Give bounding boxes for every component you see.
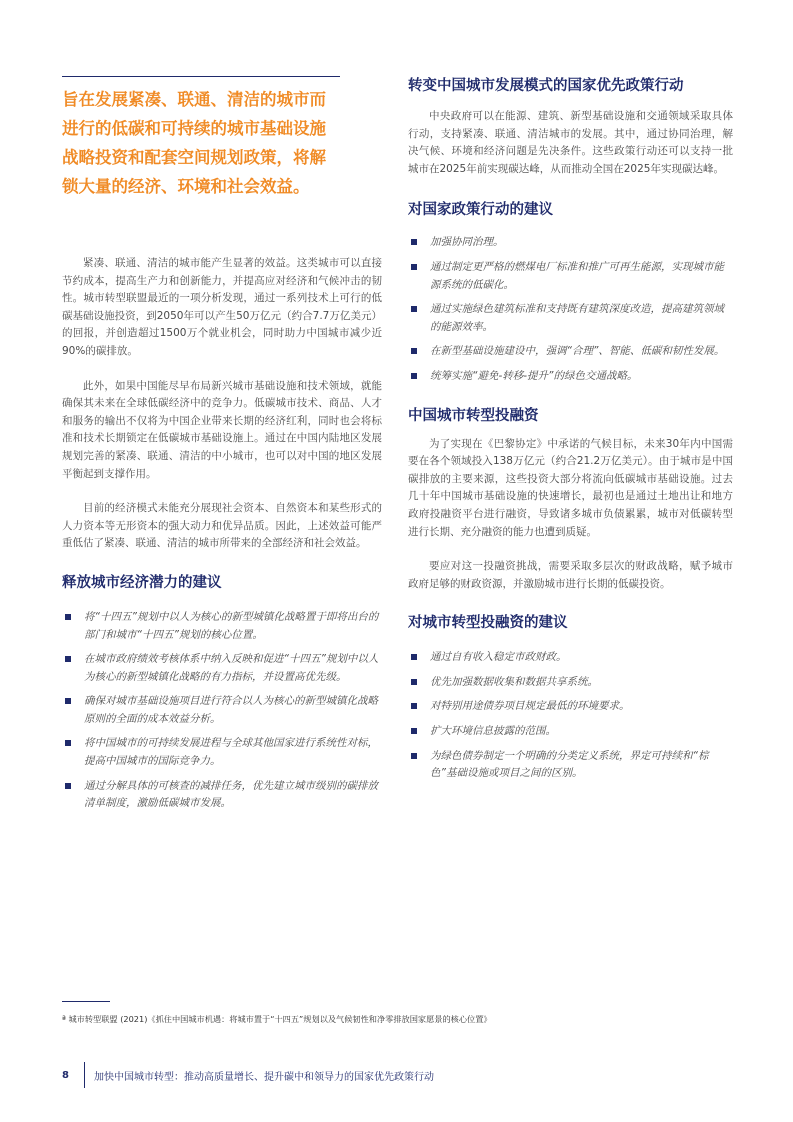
body-paragraph: 为了实现在《巴黎协定》中承诺的气候目标，未来30年内中国需要在各个领域投入138万亿元（约合21.2万亿美元）。由于城市是中国碳排放的主要来源，这些投资大部分将流向低碳城市基础设施。过去几十年中国城市基础设施的快速增长，最初也是通过土地出让和地方政府投融资平台进行融资，导致诸多城市负债累累，城市对低碳转型进行长期、充分融资的能力也遭到质疑。 [408, 437, 733, 538]
section-heading-finance: 中国城市转型投融资 [408, 407, 539, 424]
footer-title: 加快中国城市转型：推动高质量增长、提升碳中和领导力的国家优先政策行动 [94, 1071, 434, 1083]
pull-quote: 旨在发展紧凑、联通、清洁的城市而进行的低碳和可持续的城市基础设施战略投资和配套空间规划政策，将解锁大量的经济、环境和社会效益。 [62, 90, 326, 196]
list-item: 通过制定更严格的燃煤电厂标准和推广可再生能源，实现城市能源系统的低碳化。 [408, 259, 733, 294]
bullet-icon [411, 703, 417, 709]
list-item: 对特别用途债券项目规定最低的环境要求。 [408, 698, 733, 716]
bullet-icon [65, 698, 71, 704]
bullet-icon [65, 740, 71, 746]
section-heading-mode: 转变中国城市发展模式的国家优先政策行动 [408, 78, 684, 94]
policy-recommendation-list [408, 234, 733, 385]
econ-recommendation-list [62, 609, 382, 813]
body-paragraph: 此外，如果中国能尽早布局新兴城市基础设施和技术领域，就能确保其未来在全球低碳经济中的竞争力。低碳城市技术、商品、人才和服务的输出不仅将为中国企业带来长期的经济红利，同时也会将标准和技术长期锁定在低碳城市基础设施上。通过在中国内陆地区发展规划完善的紧凑、联通、清洁的中小城市，也可以对中国的地区发展平衡起到支撑作用。 [62, 379, 382, 480]
bullet-icon [411, 679, 417, 685]
list-item: 通过自有收入稳定市政财政。 [408, 649, 733, 667]
pull-quote-rule [62, 76, 340, 77]
bullet-icon [411, 348, 417, 354]
section-heading-econ: 释放城市经济潜力的建议 [62, 574, 222, 591]
list-item: 扩大环境信息披露的范围。 [408, 723, 733, 741]
section-heading-policy: 对国家政策行动的建议 [408, 202, 553, 219]
section-heading-finance-recs: 对城市转型投融资的建议 [408, 615, 568, 632]
bullet-icon [411, 264, 417, 270]
bullet-icon [65, 656, 71, 662]
footnote-rule [62, 1001, 110, 1002]
body-paragraph: 目前的经济模式未能充分展现社会资本、自然资本和某些形式的人力资本等无形资本的强大动力和优异品质。因此，上述效益可能严重低估了紧凑、联通、清洁的城市所带来的全部经济和社会效益。 [62, 502, 382, 550]
bullet-icon [411, 753, 417, 759]
body-paragraph: 紧凑、联通、清洁的城市能产生显著的效益。这类城市可以直接节约成本，提高生产力和创新能力，并提高应对经济和气候冲击的韧性。城市转型联盟最近的一项分析发现，通过一系列技术上可行的低碳基础设施投资，到2050年可以产生50万亿元（约合7.7万亿美元）的回报，并创造超过1500万个就业机会，同时助力中国城市减少近90%的碳排放。 [62, 257, 382, 357]
list-item: 确保对城市基础设施项目进行符合以人为核心的新型城镇化战略原则的全面的成本效益分析。 [62, 693, 382, 728]
list-item: 统筹实施“避免-转移-提升”的绿色交通战略。 [408, 368, 733, 386]
right-column [408, 76, 733, 783]
left-column [62, 76, 382, 813]
list-item: 加强协同治理。 [408, 234, 733, 252]
list-item: 将“十四五”规划中以人为核心的新型城镇化战略置于即将出台的部门和城市“十四五”规划的核心位置。 [62, 609, 382, 644]
bullet-icon [65, 783, 71, 789]
finance-recommendation-list [408, 649, 733, 783]
list-item: 在新型基础设施建设中，强调“合理”、智能、低碳和韧性发展。 [408, 343, 733, 361]
body-paragraph: 要应对这一投融资挑战，需要采取多层次的财政战略，赋予城市政府足够的财政资源，并激励城市进行长期的低碳投资。 [408, 560, 733, 590]
page-footer [62, 1066, 434, 1084]
bullet-icon [411, 373, 417, 379]
list-item: 优先加强数据收集和数据共享系统。 [408, 674, 733, 692]
list-item: 通过分解具体的可核查的减排任务，优先建立城市级别的碳排放清单制度，激励低碳城市发展。 [62, 778, 382, 813]
bullet-icon [411, 654, 417, 660]
footnote: ª 城市转型联盟 (2021)《抓住中国城市机遇：将城市置于“十四五”规划以及气候韧性和净零排放国家愿景的核心位置》 [62, 1014, 492, 1024]
bullet-icon [411, 239, 417, 245]
bullet-icon [411, 306, 417, 312]
body-paragraph: 中央政府可以在能源、建筑、新型基础设施和交通领域采取具体行动，支持紧凑、联通、清洁城市的发展。其中，通过协同治理，解决气候、环境和经济问题是先决条件。这些政策行动还可以支持一批城市在2025年前实现碳达峰，从而推动全国在2025年实现碳达峰。 [408, 110, 733, 175]
list-item: 为绿色债券制定一个明确的分类定义系统，界定可持续和“棕色”基础设施或项目之间的区别。 [408, 748, 733, 783]
list-item: 在城市政府绩效考核体系中纳入反映和促进“十四五”规划中以人为核心的新型城镇化战略的有力指标，并设置高优先级。 [62, 651, 382, 686]
bullet-icon [65, 614, 71, 620]
list-item: 通过实施绿色建筑标准和支持既有建筑深度改造，提高建筑领域的能源效率。 [408, 301, 733, 336]
page-number: 8 [62, 1069, 69, 1081]
footer-divider [84, 1062, 85, 1088]
bullet-icon [411, 728, 417, 734]
list-item: 将中国城市的可持续发展进程与全球其他国家进行系统性对标，提高中国城市的国际竞争力。 [62, 735, 382, 770]
